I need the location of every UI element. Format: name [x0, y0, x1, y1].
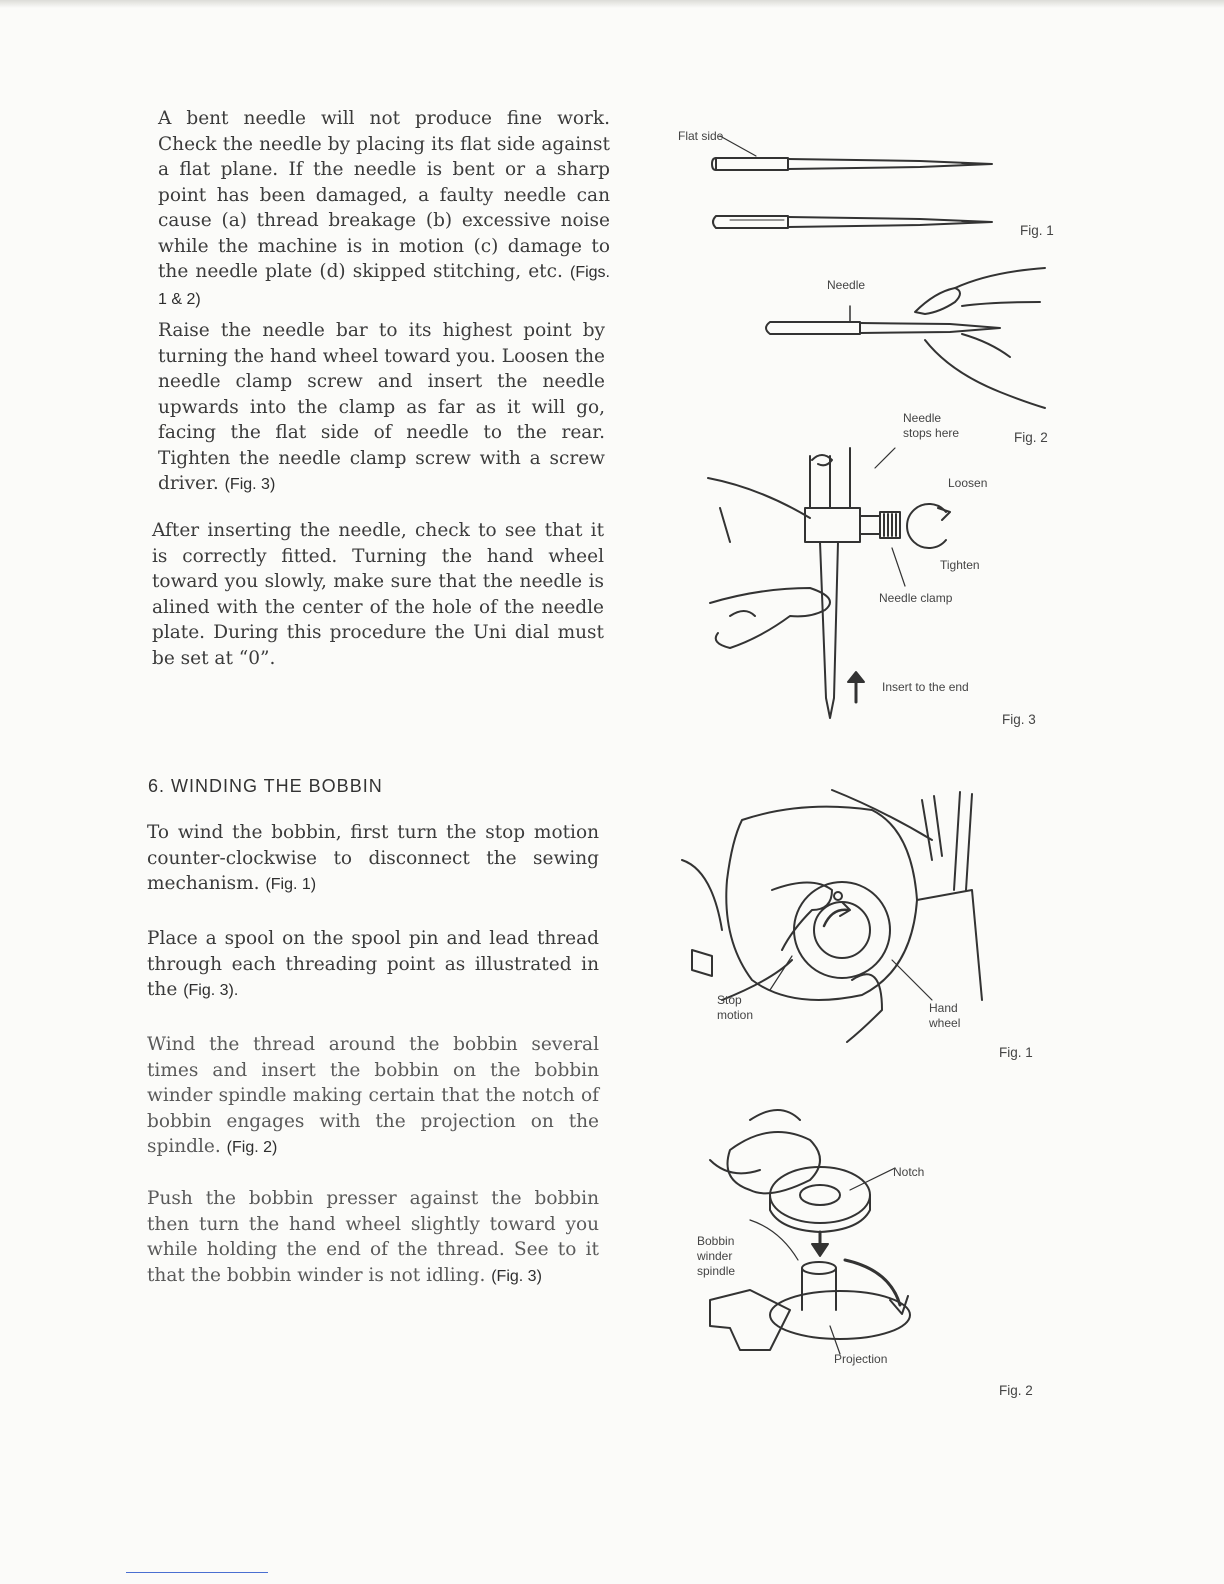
paragraph-stop-motion-text: To wind the bobbin, first turn the stop motion counter-clockwise to disconnect the sewing mechanism.	[147, 822, 599, 894]
scan-top-edge	[0, 0, 1224, 8]
figure-caption: Fig. 1	[999, 1045, 1033, 1060]
section-heading-winding-bobbin: 6. WINDING THE BOBBIN	[148, 776, 383, 796]
label-hand-wheel: Hand wheel	[929, 1001, 961, 1030]
paragraph-check-needle	[152, 518, 604, 671]
label-stop-motion: Stop motion	[717, 993, 754, 1022]
needle-comparison-illustration	[700, 130, 1020, 250]
paragraph-check-needle-text: After inserting the needle, check to see that it is correctly fitted. Turning the hand wheel toward you slowly, make sure that the needle is alined with the center of the hole of the needle plate. During this procedure the Uni dial must be set at “0”.	[152, 520, 604, 669]
paragraph-place-spool-text: Place a spool on the spool pin and lead thread through each threading point as illustrated in the	[147, 928, 599, 1000]
paragraph-wind-thread-text: Wind the thread around the bobbin several times and insert the bobbin on the bobbin winder spindle making certain that the notch of bobbin engages with the projection on the spindle.	[147, 1034, 599, 1157]
needle-flat-plane-illustration	[750, 262, 1050, 412]
figure-reference: (Fig. 3)	[491, 1267, 542, 1285]
paragraph-raise-needle-bar	[158, 318, 605, 498]
label-needle-clamp: Needle clamp	[879, 591, 953, 605]
figure-caption: Fig. 3	[1002, 712, 1036, 727]
paragraph-place-spool	[147, 926, 599, 1004]
label-projection: Projection	[834, 1352, 888, 1366]
figure-reference: (Fig. 2)	[226, 1139, 278, 1156]
paragraph-bent-needle-text: A bent needle will not produce fine work. Check the needle by placing its flat side against a flat plane. If the needle is bent or a sharp point has been damaged, a faulty needle can cause (a) thread breakage (b) excessive noise while the machine is in motion (c) damage to the needle plate (d) skipped stitching, etc.	[158, 108, 610, 282]
label-flat-side: Flat side	[678, 129, 724, 143]
label-loosen: Loosen	[948, 476, 988, 490]
paragraph-wind-thread	[147, 1032, 599, 1161]
label-bobbin-winder-spindle: Bobbin winder spindle	[697, 1234, 736, 1278]
label-notch: Notch	[893, 1165, 925, 1179]
label-tighten: Tighten	[940, 558, 980, 572]
figure-reference: (Fig. 3)	[224, 476, 276, 493]
figure-reference: (Fig. 1)	[265, 876, 317, 893]
arrow-up-icon	[846, 670, 866, 704]
paragraph-stop-motion	[147, 820, 599, 898]
label-insert-to-end: Insert to the end	[882, 680, 969, 694]
paragraph-push-presser-text: Push the bobbin presser against the bobbin then turn the hand wheel slightly toward you while holding the end of the thread. See to it that the bobbin winder is not idling.	[147, 1188, 599, 1286]
label-needle: Needle	[827, 278, 866, 292]
bottom-rule	[126, 1572, 268, 1573]
figure-caption: Fig. 2	[1014, 430, 1048, 445]
paragraph-bent-needle	[158, 106, 610, 312]
figure-reference: (Fig. 3).	[183, 982, 239, 999]
paragraph-raise-needle-bar-text: Raise the needle bar to its highest point by turning the hand wheel toward you. Loosen the needle clamp screw and insert the needle upwards into the clamp as far as it will go, facing the flat side of needle to the rear. Tighten the needle clamp screw with a screw driver.	[158, 320, 605, 494]
label-needle-stops-here: Needle stops here	[903, 411, 960, 440]
figure-caption: Fig. 2	[999, 1383, 1033, 1398]
paragraph-push-presser	[147, 1186, 599, 1289]
figure-caption: Fig. 1	[1020, 223, 1054, 238]
figure-reference: (Figs. 1 & 2)	[158, 264, 610, 308]
